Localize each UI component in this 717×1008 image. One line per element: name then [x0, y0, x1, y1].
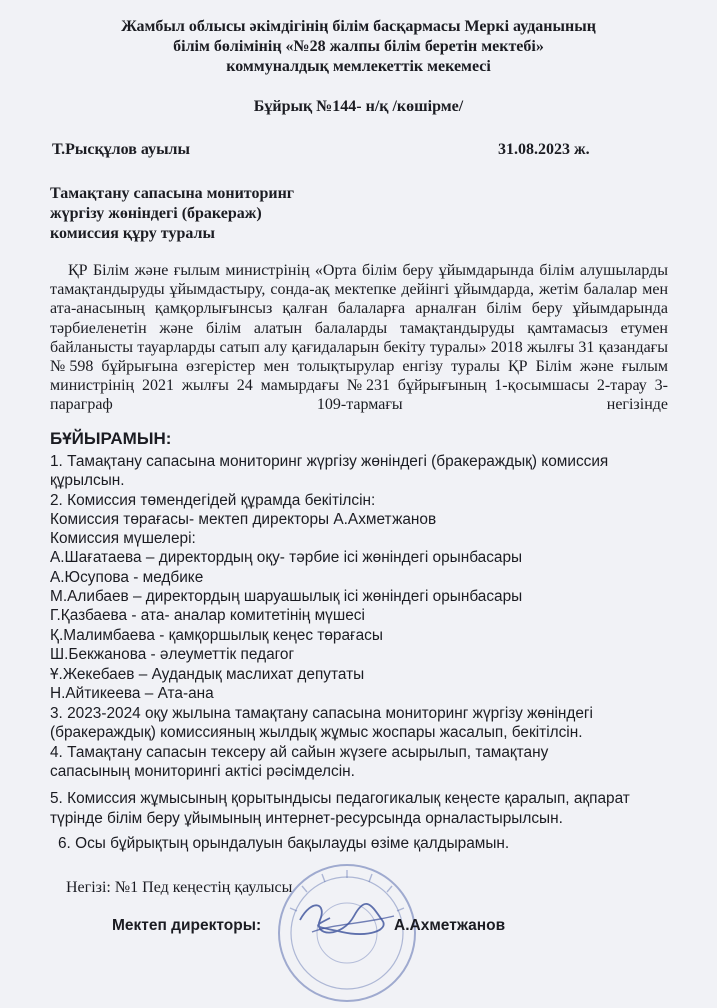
signature-name: А.Ахметжанов	[394, 917, 506, 934]
signature-role: Мектеп директоры:	[112, 917, 262, 934]
item-1-line-2: құрылсын.	[50, 472, 125, 489]
item-3-line-1: 3. 2023-2024 оқу жылына тамақтану сапасына мониторинг жүргізу жөніндегі	[50, 705, 593, 722]
member-1: А.Шағатаева – директордың оқу- тәрбие ісі жөніндегі орынбасары	[50, 549, 523, 566]
header-line-3: коммуналдық мемлекеттік мекемесі	[226, 58, 491, 75]
member-5: Қ.Малимбаева - қамқоршылық кеңес төрағасы	[50, 627, 383, 644]
commission-chair: Комиссия төрағасы- мектеп директоры А.Ахметжанов	[50, 511, 437, 528]
order-date: 31.08.2023 ж.	[498, 141, 590, 158]
member-6: Ш.Бекжанова - әлеуметтік педагог	[50, 646, 295, 663]
item-4-line-1: 4. Тамақтану сапасын тексеру ай сайын жүзеге асырылып, тамақтану	[50, 744, 549, 761]
basis: Негізі: №1 Пед кеңестің қаулысы	[66, 879, 293, 896]
item-6: 6. Осы бұйрықтың орындалуын бақылауды өзіме қалдырамын.	[58, 835, 510, 852]
member-8: Н.Айтикеева – Ата-ана	[50, 685, 214, 702]
place: Т.Рысқұлов ауылы	[52, 141, 191, 158]
order-title: Бұйрық №144- н/қ /көшірме/	[253, 98, 464, 115]
subject-line-3: комиссия құру туралы	[50, 225, 215, 242]
preamble-paragraph	[50, 261, 668, 415]
item-3-line-2: (бракераждық) комиссияның жылдық жұмыс жоспары жасалып, бекітілсін.	[50, 724, 583, 741]
item-4-line-2: сапасының мониторингі актісі рәсімделсін.	[50, 763, 355, 780]
item-5-line-1: 5. Комиссия жұмысының қорытындысы педагогикалық кеңесте қаралып, ақпарат	[50, 790, 630, 807]
member-7: Ұ.Жекебаев – Аудандық маслихат депутаты	[50, 666, 365, 683]
subject-line-2: жүргізу жөніндегі (бракераж)	[50, 205, 262, 222]
subject-line-1: Тамақтану сапасына мониторинг	[50, 185, 295, 202]
item-5-line-2: түрінде білім беру ұйымының интернет-ресурсында орналастырылсын.	[50, 810, 563, 827]
item-2: 2. Комиссия төмендегідей құрамда бекітілсін:	[50, 492, 376, 509]
member-3: М.Алибаев – директордың шаруашылық ісі жөніндегі орынбасары	[50, 588, 523, 605]
header-line-2: білім бөлімінің «№28 жалпы білім беретін мектебі»	[173, 38, 544, 55]
member-4: Г.Қазбаева - ата- аналар комитетінің мүшесі	[50, 607, 365, 624]
preamble-text: ҚР Білім және ғылым министрінің «Орта білім беру ұйымдарында білім алушыларды тамақтандыруды ұйымдастыру, сонда-ақ мектепке дейінгі ұйымдарда, жетім балалар мен ата-анасының қамқорлығынсыз қалған балаларға арналған білім беру ұйымдарында тәрбиеленетін және білім алатын балаларды тамақтандыруды қамтамасыз етумен байланысты тауарларды сатып алу қағидаларын бекіту туралы» 2018 жылғы 31 қазандағы №598 бұйрығына өзгерістер мен толықтырулар енгізу туралы ҚР Білім және ғылым министрінің 2021 жылғы 24 мамырдағы №231 бұйрығының 1-қосымшасы 2-тарау 3-параграф 109-тармағы негізінде	[50, 262, 668, 414]
decree-word: БҰЙЫРАМЫН:	[50, 429, 172, 448]
header-line-1: Жамбыл облысы әкімдігінің білім басқармасы Меркі ауданының	[121, 18, 596, 35]
member-2: А.Юсупова - медбике	[50, 569, 204, 586]
members-heading: Комиссия мүшелері:	[50, 530, 196, 547]
item-1-line-1: 1. Тамақтану сапасына мониторинг жүргізу жөніндегі (бракераждық) комиссия	[50, 453, 609, 470]
